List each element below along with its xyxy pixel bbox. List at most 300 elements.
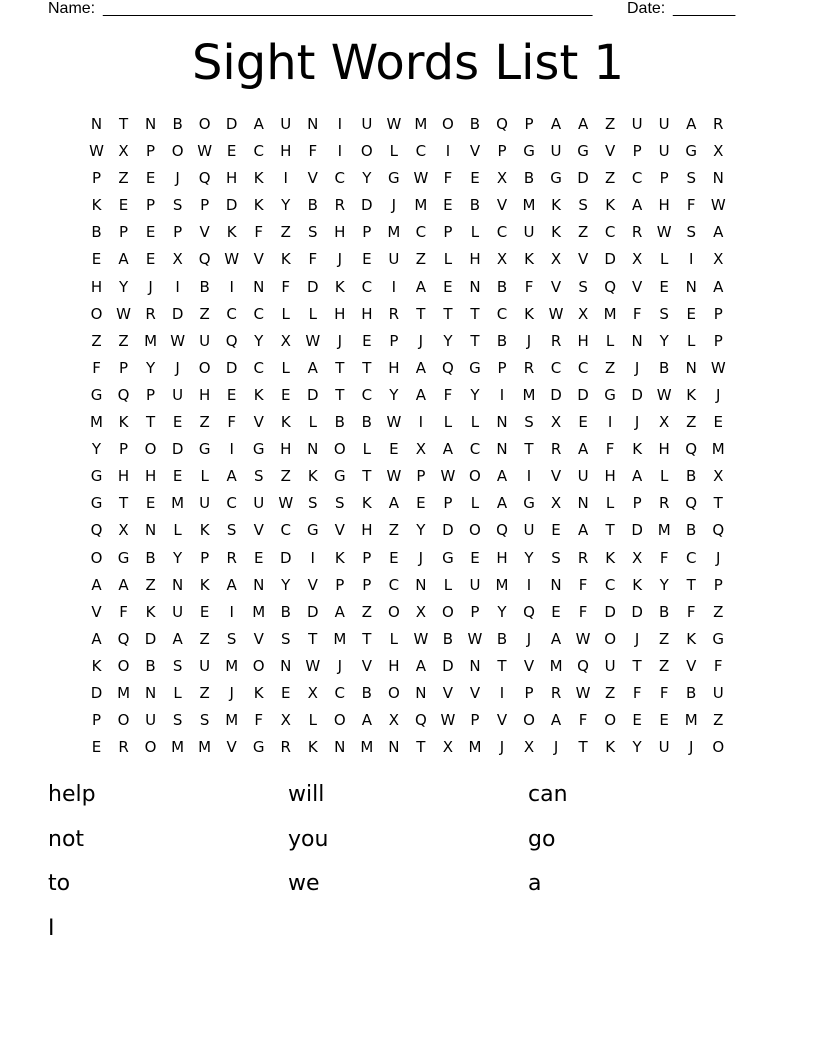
grid-letter[interactable]: Q (685, 440, 698, 459)
grid-letter[interactable]: U (712, 683, 724, 702)
grid-letter[interactable]: H (90, 277, 103, 296)
grid-letter[interactable]: K (334, 548, 345, 567)
grid-letter[interactable]: X (713, 142, 724, 161)
grid-letter[interactable]: A (686, 115, 697, 133)
grid-letter[interactable]: I (283, 169, 288, 188)
grid-letter[interactable]: I (310, 548, 315, 567)
grid-letter[interactable]: C (253, 142, 264, 161)
grid-letter[interactable]: C (361, 277, 373, 296)
grid-letter[interactable]: M (468, 738, 482, 757)
grid-letter[interactable]: K (551, 196, 561, 215)
grid-letter[interactable]: G (685, 142, 698, 161)
grid-letter[interactable]: H (334, 223, 346, 242)
grid-letter[interactable]: A (713, 277, 724, 296)
grid-letter[interactable]: N (307, 440, 319, 459)
grid-letter[interactable]: M (225, 656, 239, 675)
grid-letter[interactable]: Z (91, 331, 102, 350)
grid-letter[interactable]: B (686, 521, 697, 540)
grid-letter[interactable]: F (119, 602, 128, 621)
grid-letter[interactable]: T (308, 629, 318, 648)
grid-letter[interactable]: A (632, 196, 643, 215)
grid-letter[interactable]: L (605, 494, 615, 513)
grid-letter[interactable]: D (279, 548, 292, 567)
grid-letter[interactable]: H (388, 358, 400, 377)
grid-letter[interactable]: V (253, 521, 264, 540)
grid-letter[interactable]: B (334, 413, 345, 432)
grid-letter[interactable]: C (496, 304, 508, 323)
grid-letter[interactable]: J (499, 738, 505, 757)
grid-letter[interactable]: T (335, 385, 345, 404)
grid-letter[interactable]: G (117, 548, 130, 567)
grid-letter[interactable]: W (278, 494, 294, 513)
grid-letter[interactable]: G (252, 440, 265, 459)
grid-letter[interactable]: N (144, 115, 157, 133)
grid-letter[interactable]: G (252, 738, 265, 757)
grid-letter[interactable]: C (496, 223, 508, 242)
grid-letter[interactable]: T (713, 494, 723, 513)
grid-letter[interactable]: Z (659, 629, 670, 648)
grid-letter[interactable]: W (116, 304, 131, 323)
grid-letter[interactable]: O (360, 142, 373, 161)
grid-letter[interactable]: L (173, 683, 182, 702)
grid-letter[interactable]: K (280, 413, 291, 432)
grid-letter[interactable]: Y (659, 575, 669, 594)
grid-letter[interactable]: J (634, 358, 640, 377)
grid-letter[interactable]: H (361, 304, 373, 323)
grid-letter[interactable]: F (632, 683, 642, 702)
grid-letter[interactable]: C (280, 521, 291, 540)
grid-letter[interactable]: A (118, 250, 129, 269)
grid-letter[interactable]: U (172, 602, 184, 621)
grid-letter[interactable]: A (91, 629, 102, 648)
grid-letter[interactable]: V (496, 711, 508, 730)
grid-letter[interactable]: P (713, 575, 723, 594)
grid-letter[interactable]: Q (685, 494, 698, 513)
grid-letter[interactable]: K (118, 413, 129, 432)
grid-letter[interactable]: A (361, 711, 372, 730)
grid-letter[interactable]: U (631, 115, 643, 133)
grid-letter[interactable]: O (117, 711, 130, 730)
grid-letter[interactable]: Y (470, 385, 480, 404)
grid-letter[interactable]: O (387, 683, 400, 702)
grid-letter[interactable]: B (686, 683, 697, 702)
grid-letter[interactable]: P (632, 494, 642, 513)
grid-letter[interactable]: C (334, 683, 346, 702)
grid-letter[interactable]: W (89, 142, 104, 161)
grid-letter[interactable]: T (470, 304, 480, 323)
grid-letter[interactable]: D (577, 385, 589, 404)
grid-letter[interactable]: E (470, 169, 480, 188)
grid-letter[interactable]: Z (118, 331, 129, 350)
grid-letter[interactable]: P (713, 304, 723, 323)
grid-letter[interactable]: T (686, 575, 696, 594)
grid-letter[interactable]: N (631, 331, 643, 350)
grid-letter[interactable]: U (658, 142, 670, 161)
grid-letter[interactable]: E (632, 711, 642, 730)
grid-letter[interactable]: W (386, 413, 402, 432)
grid-letter[interactable]: U (199, 656, 211, 675)
grid-letter[interactable]: K (605, 548, 616, 567)
grid-letter[interactable]: P (524, 115, 534, 133)
grid-letter[interactable]: Z (199, 629, 210, 648)
grid-letter[interactable]: S (280, 629, 291, 648)
grid-letter[interactable]: Z (361, 602, 372, 621)
grid-letter[interactable]: M (225, 711, 239, 730)
grid-letter[interactable]: B (496, 331, 508, 350)
grid-letter[interactable]: D (604, 250, 616, 269)
grid-letter[interactable]: N (334, 738, 346, 757)
grid-letter[interactable]: I (229, 440, 234, 459)
grid-letter[interactable]: G (90, 385, 103, 404)
grid-letter[interactable]: W (413, 169, 429, 188)
grid-letter[interactable]: X (172, 250, 183, 269)
grid-letter[interactable]: T (605, 521, 615, 540)
grid-letter[interactable]: B (469, 196, 481, 215)
grid-letter[interactable]: V (686, 656, 697, 675)
grid-letter[interactable]: V (91, 602, 102, 621)
grid-letter[interactable]: R (658, 494, 670, 513)
grid-letter[interactable]: D (306, 602, 319, 621)
grid-letter[interactable]: C (631, 169, 643, 188)
grid-letter[interactable]: C (604, 223, 616, 242)
grid-letter[interactable]: W (656, 385, 672, 404)
grid-letter[interactable]: W (305, 331, 321, 350)
grid-letter[interactable]: A (550, 711, 562, 730)
grid-letter[interactable]: F (659, 683, 669, 702)
grid-letter[interactable]: X (523, 738, 535, 757)
grid-letter[interactable]: D (306, 277, 319, 296)
grid-letter[interactable]: E (551, 602, 561, 621)
grid-letter[interactable]: O (604, 629, 617, 648)
grid-letter[interactable]: A (550, 115, 562, 133)
grid-letter[interactable]: C (469, 440, 481, 459)
grid-letter[interactable]: E (253, 548, 264, 567)
grid-letter[interactable]: Z (604, 115, 616, 133)
grid-letter[interactable]: D (171, 440, 184, 459)
grid-letter[interactable]: N (307, 115, 319, 133)
grid-letter[interactable]: N (712, 169, 724, 188)
grid-letter[interactable]: S (308, 494, 318, 513)
grid-letter[interactable]: V (469, 683, 481, 702)
grid-letter[interactable]: Y (497, 602, 507, 621)
grid-letter[interactable]: L (362, 440, 371, 459)
grid-letter[interactable]: K (605, 738, 616, 757)
grid-letter[interactable]: O (198, 115, 211, 133)
grid-letter[interactable]: X (550, 494, 562, 513)
grid-letter[interactable]: X (713, 250, 724, 269)
grid-letter[interactable]: W (467, 629, 483, 648)
grid-letter[interactable]: V (307, 575, 318, 594)
grid-letter[interactable]: S (172, 656, 183, 675)
grid-letter[interactable]: E (172, 413, 183, 432)
grid-letter[interactable]: Q (90, 521, 103, 540)
grid-letter[interactable]: K (199, 575, 210, 594)
grid-letter[interactable]: I (607, 413, 613, 432)
grid-letter[interactable]: L (389, 142, 399, 161)
grid-letter[interactable]: U (361, 115, 373, 133)
grid-letter[interactable]: O (198, 358, 211, 377)
grid-letter[interactable]: K (632, 440, 643, 459)
grid-letter[interactable]: N (496, 440, 508, 459)
grid-letter[interactable]: W (224, 250, 240, 269)
grid-letter[interactable]: S (659, 304, 669, 323)
grid-letter[interactable]: V (361, 656, 372, 675)
grid-letter[interactable]: U (550, 142, 562, 161)
grid-letter[interactable]: T (416, 738, 426, 757)
grid-letter[interactable]: V (253, 413, 264, 432)
grid-letter[interactable]: O (144, 440, 157, 459)
grid-letter[interactable]: M (657, 521, 671, 540)
grid-letter[interactable]: L (443, 250, 453, 269)
grid-letter[interactable]: J (634, 629, 640, 648)
grid-letter[interactable]: U (199, 494, 211, 513)
grid-letter[interactable]: B (145, 656, 156, 675)
grid-letter[interactable]: W (656, 223, 672, 242)
grid-letter[interactable]: F (254, 223, 264, 242)
grid-letter[interactable]: J (337, 656, 343, 675)
grid-letter[interactable]: M (711, 440, 725, 459)
grid-letter[interactable]: D (225, 115, 238, 133)
grid-letter[interactable]: D (90, 683, 103, 702)
grid-letter[interactable]: Y (173, 548, 183, 567)
grid-letter[interactable]: Q (712, 521, 725, 540)
grid-letter[interactable]: A (577, 440, 589, 459)
grid-letter[interactable]: F (92, 358, 101, 377)
grid-letter[interactable]: S (551, 548, 561, 567)
grid-letter[interactable]: B (307, 196, 318, 215)
grid-letter[interactable]: P (443, 223, 453, 242)
grid-letter[interactable]: I (526, 467, 532, 486)
grid-letter[interactable]: C (604, 575, 616, 594)
grid-letter[interactable]: S (199, 711, 210, 730)
grid-letter[interactable]: G (333, 467, 346, 486)
grid-letter[interactable]: K (91, 656, 102, 675)
grid-letter[interactable]: K (551, 223, 561, 242)
grid-letter[interactable]: E (91, 250, 102, 269)
grid-letter[interactable]: G (388, 169, 400, 188)
grid-letter[interactable]: O (442, 602, 454, 621)
grid-letter[interactable]: O (144, 738, 157, 757)
grid-letter[interactable]: T (118, 494, 129, 513)
grid-letter[interactable]: K (253, 196, 264, 215)
grid-letter[interactable]: E (443, 196, 453, 215)
grid-letter[interactable]: M (117, 683, 131, 702)
grid-letter[interactable]: F (578, 711, 588, 730)
grid-letter[interactable]: Z (145, 575, 156, 594)
grid-letter[interactable]: P (335, 575, 345, 594)
grid-letter[interactable]: U (577, 467, 589, 486)
grid-letter[interactable]: L (659, 467, 669, 486)
grid-letter[interactable]: J (634, 413, 640, 432)
grid-letter[interactable]: W (548, 304, 564, 323)
grid-letter[interactable]: S (335, 494, 345, 513)
grid-letter[interactable]: E (470, 548, 480, 567)
grid-letter[interactable]: N (550, 575, 562, 594)
grid-letter[interactable]: Q (117, 629, 130, 648)
grid-letter[interactable]: K (632, 575, 643, 594)
grid-letter[interactable]: B (469, 115, 481, 133)
grid-letter[interactable]: A (632, 467, 643, 486)
grid-letter[interactable]: M (90, 413, 103, 432)
grid-letter[interactable]: S (172, 711, 183, 730)
grid-letter[interactable]: V (253, 250, 264, 269)
grid-letter[interactable]: Q (523, 602, 535, 621)
grid-letter[interactable]: S (226, 521, 237, 540)
grid-letter[interactable]: V (334, 521, 345, 540)
grid-letter[interactable]: D (442, 656, 454, 675)
grid-letter[interactable]: Q (577, 656, 589, 675)
grid-letter[interactable]: Q (198, 250, 211, 269)
grid-letter[interactable]: S (253, 467, 264, 486)
grid-letter[interactable]: O (469, 467, 481, 486)
grid-letter[interactable]: Z (604, 169, 616, 188)
grid-letter[interactable]: P (146, 142, 156, 161)
grid-letter[interactable]: Z (388, 521, 399, 540)
grid-letter[interactable]: P (659, 169, 669, 188)
grid-letter[interactable]: V (442, 683, 454, 702)
grid-letter[interactable]: B (361, 683, 372, 702)
grid-letter[interactable]: A (415, 277, 427, 296)
grid-letter[interactable]: A (172, 629, 183, 648)
grid-letter[interactable]: R (631, 223, 643, 242)
grid-letter[interactable]: N (144, 521, 157, 540)
grid-letter[interactable]: A (577, 521, 589, 540)
grid-letter[interactable]: K (361, 494, 372, 513)
grid-letter[interactable]: D (144, 629, 157, 648)
grid-letter[interactable]: O (117, 656, 130, 675)
grid-letter[interactable]: H (117, 467, 130, 486)
grid-letter[interactable]: J (337, 331, 343, 350)
grid-letter[interactable]: T (335, 358, 345, 377)
grid-letter[interactable]: E (91, 738, 102, 757)
grid-letter[interactable]: R (550, 683, 562, 702)
grid-letter[interactable]: R (118, 738, 129, 757)
grid-letter[interactable]: G (90, 494, 103, 513)
grid-letter[interactable]: E (443, 277, 453, 296)
grid-letter[interactable]: X (496, 250, 508, 269)
grid-letter[interactable]: P (91, 169, 102, 188)
grid-letter[interactable]: S (686, 169, 696, 188)
grid-letter[interactable]: W (710, 196, 726, 215)
grid-letter[interactable]: L (443, 575, 453, 594)
grid-letter[interactable]: R (280, 738, 291, 757)
grid-letter[interactable]: M (171, 738, 185, 757)
grid-letter[interactable]: U (658, 738, 670, 757)
grid-letter[interactable]: J (391, 196, 397, 215)
grid-letter[interactable]: C (577, 358, 589, 377)
grid-letter[interactable]: N (685, 277, 697, 296)
grid-letter[interactable]: D (550, 385, 562, 404)
grid-letter[interactable]: R (550, 331, 562, 350)
grid-letter[interactable]: K (226, 223, 237, 242)
grid-letter[interactable]: E (145, 223, 156, 242)
grid-letter[interactable]: Y (416, 521, 426, 540)
grid-letter[interactable]: E (362, 331, 372, 350)
grid-letter[interactable]: Q (198, 169, 211, 188)
grid-letter[interactable]: I (499, 683, 505, 702)
grid-letter[interactable]: N (388, 738, 400, 757)
grid-letter[interactable]: T (362, 467, 372, 486)
grid-letter[interactable]: N (171, 575, 184, 594)
grid-letter[interactable]: J (716, 385, 721, 404)
grid-letter[interactable]: A (415, 385, 427, 404)
grid-letter[interactable]: K (199, 521, 210, 540)
grid-letter[interactable]: O (604, 711, 617, 730)
grid-letter[interactable]: K (253, 169, 264, 188)
grid-letter[interactable]: V (632, 277, 643, 296)
grid-letter[interactable]: X (632, 548, 643, 567)
grid-letter[interactable]: T (362, 629, 372, 648)
grid-letter[interactable]: X (496, 169, 508, 188)
grid-letter[interactable]: Z (199, 683, 210, 702)
grid-letter[interactable]: S (578, 277, 588, 296)
grid-letter[interactable]: P (173, 223, 183, 242)
grid-letter[interactable]: A (577, 115, 589, 133)
grid-letter[interactable]: V (523, 656, 535, 675)
grid-letter[interactable]: A (496, 467, 508, 486)
grid-letter[interactable]: U (253, 494, 265, 513)
grid-letter[interactable]: K (253, 385, 264, 404)
grid-letter[interactable]: B (523, 169, 535, 188)
grid-letter[interactable]: M (549, 656, 563, 675)
grid-letter[interactable]: G (523, 494, 535, 513)
grid-letter[interactable]: F (443, 385, 453, 404)
grid-letter[interactable]: F (713, 656, 723, 675)
grid-letter[interactable]: C (253, 358, 264, 377)
grid-letter[interactable]: N (415, 575, 427, 594)
grid-letter[interactable]: M (684, 711, 698, 730)
grid-letter[interactable]: P (470, 602, 480, 621)
grid-letter[interactable]: W (386, 467, 402, 486)
grid-letter[interactable]: B (280, 602, 291, 621)
grid-letter[interactable]: H (280, 440, 292, 459)
grid-letter[interactable]: C (415, 223, 427, 242)
grid-letter[interactable]: J (526, 331, 532, 350)
grid-letter[interactable]: O (171, 142, 184, 161)
grid-letter[interactable]: K (524, 304, 534, 323)
grid-letter[interactable]: T (497, 656, 507, 675)
grid-letter[interactable]: J (553, 738, 559, 757)
grid-letter[interactable]: Y (362, 169, 372, 188)
grid-letter[interactable]: A (415, 358, 427, 377)
grid-letter[interactable]: H (199, 385, 211, 404)
grid-letter[interactable]: W (440, 711, 456, 730)
grid-letter[interactable]: J (418, 331, 424, 350)
grid-letter[interactable]: P (713, 331, 723, 350)
grid-letter[interactable]: P (389, 331, 399, 350)
grid-letter[interactable]: F (281, 277, 291, 296)
grid-letter[interactable]: L (389, 629, 399, 648)
grid-letter[interactable]: H (496, 548, 508, 567)
grid-letter[interactable]: K (334, 277, 345, 296)
grid-letter[interactable]: U (280, 115, 292, 133)
grid-letter[interactable]: X (415, 440, 427, 459)
grid-letter[interactable]: P (362, 575, 372, 594)
grid-letter[interactable]: L (605, 331, 615, 350)
grid-letter[interactable]: F (686, 602, 696, 621)
grid-letter[interactable]: A (91, 575, 102, 594)
grid-letter[interactable]: B (199, 277, 210, 296)
grid-letter[interactable]: T (362, 358, 372, 377)
grid-letter[interactable]: H (658, 440, 670, 459)
grid-letter[interactable]: P (362, 223, 372, 242)
grid-letter[interactable]: X (388, 711, 399, 730)
grid-letter[interactable]: G (577, 142, 589, 161)
grid-letter[interactable]: A (307, 358, 318, 377)
grid-letter[interactable]: P (524, 683, 534, 702)
grid-letter[interactable]: Q (496, 115, 508, 133)
grid-letter[interactable]: I (337, 142, 343, 161)
